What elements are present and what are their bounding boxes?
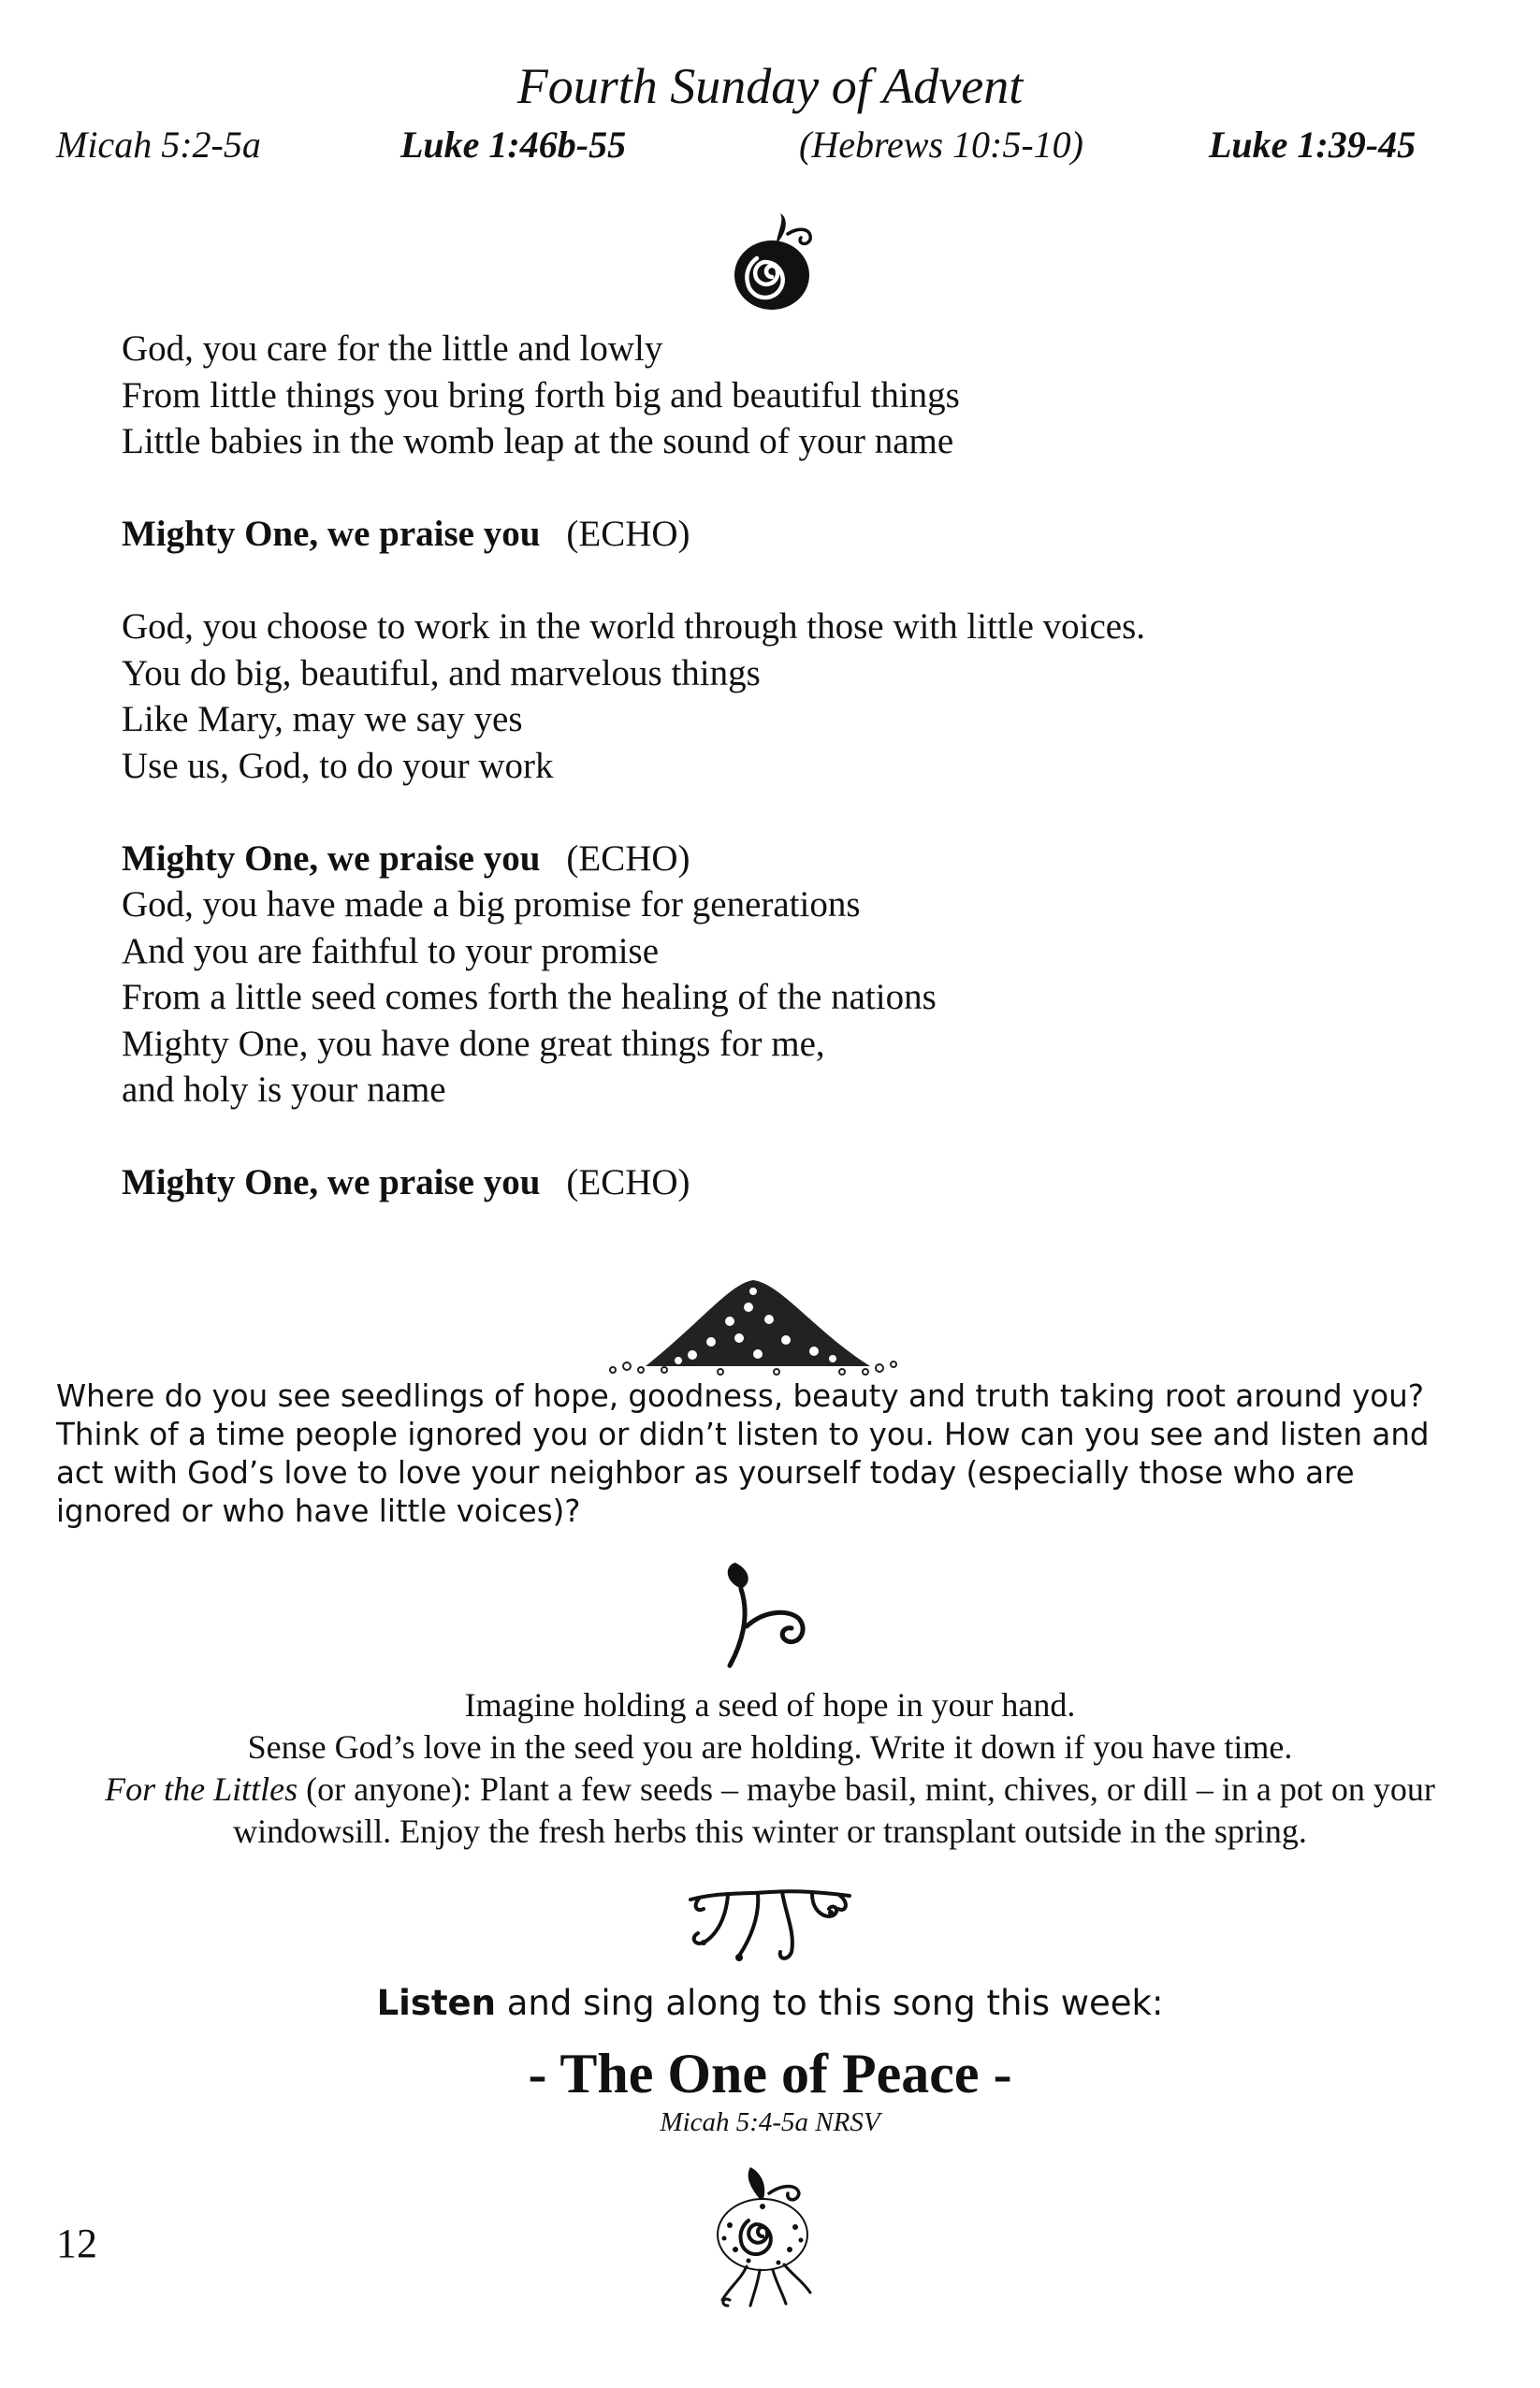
littles-label: For the Littles (105, 1770, 298, 1808)
prayer-line: God, you have made a big promise for generations (122, 884, 861, 925)
prayer-line: And you are faithful to your promise (122, 930, 660, 971)
littles-text: (or anyone): Plant a few seeds – maybe basil, mint, chives, or dill – in a pot on your windowsill. Enjoy the fresh herbs this winter or transplant outside in the spring. (233, 1770, 1435, 1850)
prayer-line: God, you care for the little and lowly (122, 328, 663, 369)
prayer-response (122, 1159, 1413, 1206)
prayer-line: and holy is your name (122, 1070, 446, 1110)
seed-activity (56, 1684, 1484, 1853)
listen-rest: and sing along to this song this week: (495, 1983, 1164, 2023)
spiral-seed-icon (720, 208, 823, 314)
prayer-text (122, 326, 1413, 1206)
seed-with-roots-icon (692, 2160, 833, 2309)
reading-luke-magnificat: Luke 1:46b-55 (400, 124, 627, 166)
prayer-line: Use us, God, to do your work (122, 745, 554, 786)
reading-micah: Micah 5:2-5a (56, 124, 261, 166)
littles-activity (56, 1769, 1484, 1853)
page-title: Fourth Sunday of Advent (516, 58, 1024, 114)
song-reference: Micah 5:4-5a NRSV (660, 2107, 880, 2137)
response-text: Mighty One, we praise you (122, 837, 541, 879)
prayer-line: You do big, beautiful, and marvelous things (122, 652, 761, 693)
prayer-line: Mighty One, you have done great things for me, (122, 1023, 825, 1064)
sprout-icon (713, 1561, 825, 1673)
reflection-questions: Where do you see seedlings of hope, goodness, beauty and truth taking root around you? Think of a time people ignored you or didn’t listen to you. How can you see and listen and act with God’s love to love your neighbor as yourself today (especially those who are ignored or who have little voices)? (56, 1378, 1430, 1529)
reading-hebrews: (Hebrews 10:5-10) (799, 124, 1084, 166)
roots-flourish-icon (681, 1881, 859, 1970)
prayer-line: From a little seed comes forth the healing of the nations (122, 977, 937, 1017)
prayer-line: Like Mary, may we say yes (122, 699, 523, 739)
activity-line: Sense God’s love in the seed you are holding. Write it down if you have time. (247, 1728, 1293, 1766)
seed-pile-icon (589, 1265, 908, 1377)
echo-cue: (ECHO) (566, 1162, 690, 1202)
listen-word: Listen (376, 1983, 496, 2023)
scripture-readings (56, 122, 1460, 174)
song-title: - The One of Peace - (528, 2043, 1012, 2104)
prayer-line: God, you choose to work in the world through those with little voices. (122, 606, 1146, 647)
echo-cue: (ECHO) (566, 514, 690, 554)
prayer-line: Little babies in the womb leap at the sound of your name (122, 421, 954, 461)
page-number: 12 (56, 2221, 97, 2266)
response-text: Mighty One, we praise you (122, 514, 541, 554)
activity-line: Imagine holding a seed of hope in your hand. (464, 1686, 1076, 1724)
listen-instruction (0, 1982, 1540, 2025)
reading-luke-visitation: Luke 1:39-45 (1209, 124, 1417, 166)
prayer-response (122, 511, 1413, 558)
prayer-line: From little things you bring forth big and beautiful things (122, 374, 960, 415)
prayer-response (122, 836, 1413, 882)
echo-cue: (ECHO) (566, 837, 690, 879)
response-text: Mighty One, we praise you (122, 1162, 541, 1202)
